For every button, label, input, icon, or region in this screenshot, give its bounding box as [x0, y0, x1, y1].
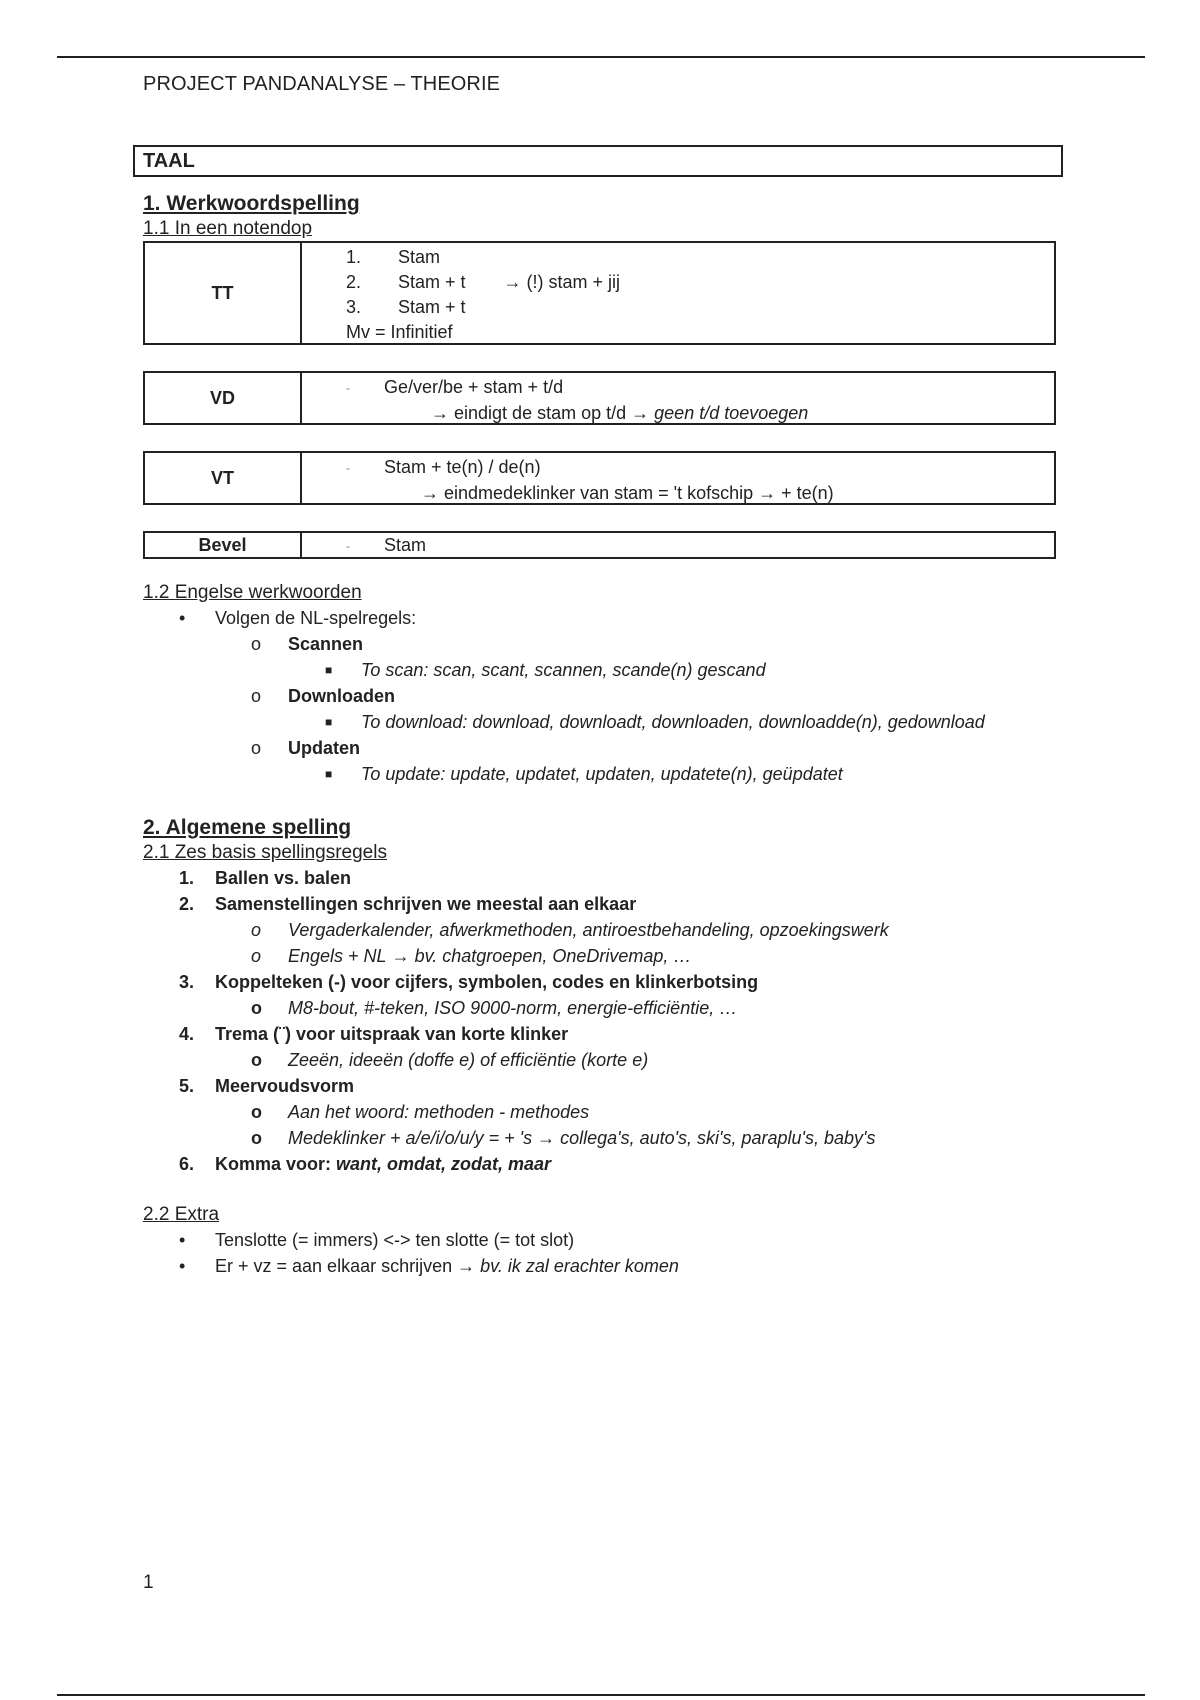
square-bullet-icon: ■: [325, 663, 333, 677]
list-item: [143, 761, 1073, 787]
spelling-rules-list: [143, 969, 1073, 995]
list-item: [143, 969, 1073, 995]
list-item: [143, 657, 1073, 683]
spelling-rules-list: [143, 865, 1073, 917]
list-item-text: Volgen de NL-spelregels:: [215, 608, 417, 628]
circle-bullet-icon: o: [251, 738, 262, 758]
table-vt-body: [302, 453, 1054, 503]
rule-example: Engels + NL: [288, 946, 387, 966]
table-vd-label: VD: [145, 373, 302, 423]
table-bevel: [143, 531, 1056, 559]
table-vt: [143, 451, 1056, 505]
subheading-basis-spellingsregels: 2.1 Zes basis spellingsregels: [143, 842, 387, 863]
circle-bullet-icon: o: [251, 634, 262, 654]
list-item: [143, 709, 1073, 735]
tt-line-2: Stam + t: [398, 272, 466, 292]
rule-example: Aan het woord: methoden - methodes: [288, 1102, 590, 1122]
list-item: [143, 865, 1073, 891]
list-number: 3.: [179, 972, 195, 992]
list-item: [143, 1125, 1073, 1151]
square-bullet-icon: ■: [325, 715, 333, 729]
arrow-icon: →: [503, 272, 522, 292]
bullet-icon: •: [179, 1256, 186, 1276]
extra-text: Er + vz = aan elkaar schrijven: [215, 1256, 453, 1276]
arrow-icon: →: [537, 1128, 556, 1148]
example-list: [143, 761, 1073, 787]
vt-line-2a: eindmedeklinker van stam = 't kofschip: [444, 482, 754, 503]
list-item: [143, 1227, 1073, 1253]
list-item: [143, 917, 1073, 943]
rule-example: Zeeën, ideeën (doffe e) of efficiëntie (korte e): [288, 1050, 649, 1070]
list-item: [143, 683, 1073, 709]
page-number: 1: [143, 1572, 154, 1593]
spelling-rules-list: [143, 1151, 1073, 1177]
rule-text: Trema (¨) voor uitspraak van korte klinker: [215, 1024, 569, 1044]
list-item: [143, 943, 1073, 969]
subheading-extra: 2.2 Extra: [143, 1204, 220, 1225]
rule-example: collega's, auto's, ski's, paraplu's, baby's: [560, 1128, 876, 1148]
tt-line-3: Stam + t: [398, 297, 466, 317]
page-header: PROJECT PANDANALYSE – THEORIE: [143, 73, 501, 95]
rule-text: Koppelteken (-) voor cijfers, symbolen, codes en klinkerbotsing: [215, 972, 759, 992]
circle-bullet-icon: o: [251, 686, 262, 706]
vd-line-2b: geen t/d toevoegen: [654, 402, 809, 423]
english-verbs-sublist: [143, 631, 1073, 657]
list-number: 1.: [346, 247, 362, 267]
verb-example: To scan: scan, scant, scannen, scande(n) gescand: [361, 660, 766, 680]
list-number: 5.: [179, 1076, 195, 1096]
list-item: [143, 1253, 1073, 1279]
english-verbs-sublist: [143, 735, 1073, 761]
table-tt-body: [302, 243, 1054, 343]
list-number: 3.: [346, 297, 362, 317]
verb-title: Scannen: [288, 634, 364, 654]
dash-marker: -: [346, 460, 350, 475]
footer-rule: [57, 1694, 1145, 1696]
rule-sublist: [143, 995, 1073, 1021]
list-number: 4.: [179, 1024, 195, 1044]
bevel-line-1: Stam: [384, 535, 427, 555]
example-list: [143, 657, 1073, 683]
extra-text: Tenslotte (= immers) <-> ten slotte (= tot slot): [215, 1230, 575, 1250]
vd-line-2a: eindigt de stam op t/d: [454, 402, 627, 423]
circle-bullet-icon: o: [251, 1102, 262, 1122]
english-verbs-list: [143, 605, 1073, 631]
section-box-taal: TAAL: [133, 145, 1063, 177]
heading-algemene-spelling: 2. Algemene spelling: [143, 816, 352, 839]
bullet-icon: •: [179, 608, 186, 628]
table-bevel-body: [302, 533, 1054, 557]
rule-sublist: [143, 1099, 1073, 1151]
rule-example: bv. chatgroepen, OneDrivemap, …: [414, 946, 692, 966]
list-item: [143, 631, 1073, 657]
circle-bullet-icon: o: [251, 1050, 262, 1070]
square-bullet-icon: ■: [325, 767, 333, 781]
dash-marker: -: [346, 538, 350, 553]
table-vt-label: VT: [145, 453, 302, 503]
extra-list: [143, 1227, 1073, 1279]
dash-marker: -: [346, 380, 350, 395]
arrow-icon: →: [431, 402, 449, 423]
rule-text: Samenstellingen schrijven we meestal aan elkaar: [215, 894, 637, 914]
list-number: 2.: [179, 894, 195, 914]
heading-werkwoordspelling: 1. Werkwoordspelling: [143, 192, 360, 215]
verb-title: Updaten: [288, 738, 360, 758]
arrow-icon: →: [631, 402, 650, 423]
list-item: [143, 891, 1073, 917]
circle-bullet-icon: o: [251, 1128, 262, 1148]
subheading-notendop: 1.1 In een notendop: [143, 218, 313, 239]
rule-example: Medeklinker + a/e/i/o/u/y = + 's: [288, 1128, 533, 1148]
list-item: [143, 735, 1073, 761]
verb-example: To update: update, updatet, updaten, updatete(n), geüpdatet: [361, 764, 843, 784]
list-item: [143, 1073, 1073, 1099]
header-rule: [57, 56, 1145, 58]
rule-text: Komma voor:: [215, 1154, 332, 1174]
verb-example: To download: download, downloadt, downloaden, downloadde(n), gedownload: [361, 712, 985, 732]
table-tt: [143, 241, 1056, 345]
arrow-icon: →: [457, 1256, 476, 1276]
list-number: 6.: [179, 1154, 195, 1174]
rule-text: want, omdat, zodat, maar: [336, 1154, 552, 1174]
tt-line-1: Stam: [398, 247, 441, 267]
list-number: 1.: [179, 868, 195, 888]
table-tt-label: TT: [145, 243, 302, 343]
list-item: [143, 995, 1073, 1021]
list-item: [143, 1021, 1073, 1047]
table-bevel-label: Bevel: [145, 533, 302, 557]
circle-bullet-icon: o: [251, 920, 262, 940]
list-number: 2.: [346, 272, 362, 292]
vt-line-2b: + te(n): [781, 482, 834, 503]
tt-line-4: Mv = Infinitief: [346, 322, 453, 342]
tt-note: (!) stam + jij: [526, 272, 621, 292]
arrow-icon: →: [421, 482, 439, 503]
list-item: [143, 605, 1073, 631]
rule-example: Vergaderkalender, afwerkmethoden, antiroestbehandeling, opzoekingswerk: [288, 920, 889, 940]
rule-sublist: [143, 917, 1073, 969]
rule-example: M8-bout, #-teken, ISO 9000-norm, energie-efficiëntie, …: [288, 998, 738, 1018]
arrow-icon: →: [758, 482, 777, 503]
circle-bullet-icon: o: [251, 998, 262, 1018]
rule-text: Meervoudsvorm: [215, 1076, 355, 1096]
verb-title: Downloaden: [288, 686, 395, 706]
spelling-rules-list: [143, 1073, 1073, 1099]
table-vd: [143, 371, 1056, 425]
vd-line-1: Ge/ver/be + stam + t/d: [384, 377, 564, 397]
document-body: [143, 145, 1073, 1279]
list-item: [143, 1099, 1073, 1125]
subheading-engelse-werkwoorden: 1.2 Engelse werkwoorden: [143, 582, 362, 603]
english-verbs-sublist: [143, 683, 1073, 709]
list-item: [143, 1047, 1073, 1073]
extra-text: bv. ik zal erachter komen: [480, 1256, 679, 1276]
spelling-rules-list: [143, 1021, 1073, 1047]
list-item: [143, 1151, 1073, 1177]
table-vd-body: [302, 373, 1054, 423]
rule-text: Ballen vs. balen: [215, 868, 352, 888]
vt-line-1: Stam + te(n) / de(n): [384, 457, 541, 477]
circle-bullet-icon: o: [251, 946, 262, 966]
example-list: [143, 709, 1073, 735]
arrow-icon: →: [391, 946, 410, 966]
rule-sublist: [143, 1047, 1073, 1073]
bullet-icon: •: [179, 1230, 186, 1250]
